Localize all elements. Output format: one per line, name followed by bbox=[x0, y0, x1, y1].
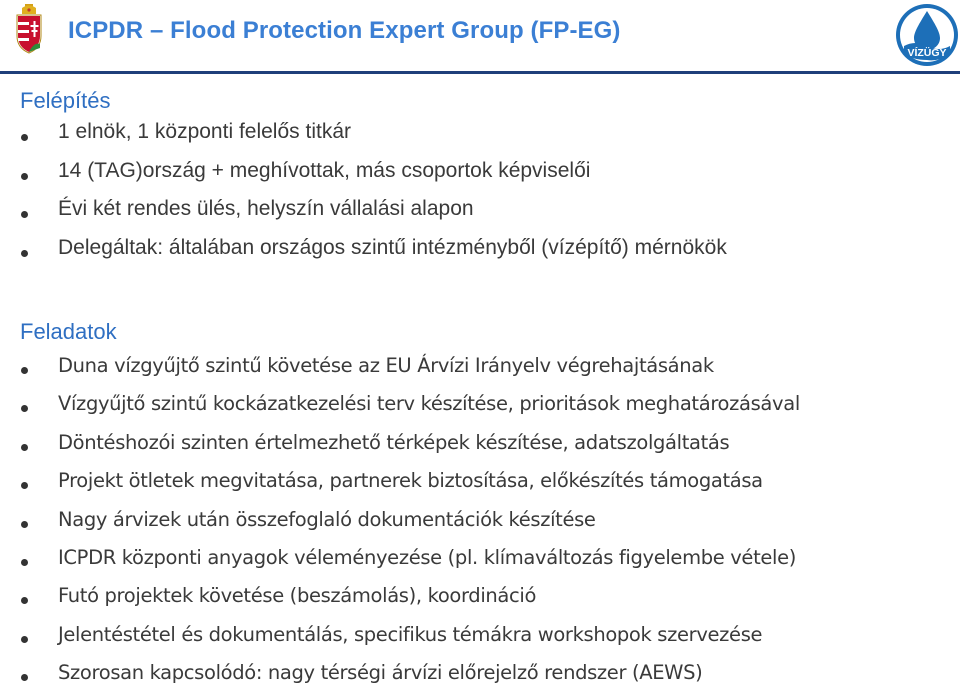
slide-header bbox=[0, 0, 960, 72]
water-drop-logo-icon bbox=[895, 2, 959, 68]
bullet-icon bbox=[21, 211, 28, 218]
page-title: ICPDR – Flood Protection Expert Group (FP-EG) bbox=[68, 17, 621, 44]
bullet-icon bbox=[21, 482, 28, 489]
bullet-icon bbox=[21, 173, 28, 180]
bullet-icon bbox=[21, 521, 28, 528]
bullet-icon bbox=[21, 559, 28, 566]
logo-text: VÍZÜGY bbox=[907, 47, 947, 59]
hungarian-coat-of-arms-icon bbox=[14, 4, 44, 54]
section-heading-felepites: Felépítés bbox=[20, 88, 111, 113]
bullet-icon bbox=[21, 636, 28, 643]
bullet-icon bbox=[21, 597, 28, 604]
header-divider bbox=[0, 71, 960, 74]
bullet-icon bbox=[21, 134, 28, 141]
bullet-icon bbox=[21, 444, 28, 451]
bullet-icon bbox=[21, 405, 28, 412]
bullet-icon bbox=[21, 250, 28, 257]
bullet-icon bbox=[21, 367, 28, 374]
bullet-icon bbox=[21, 674, 28, 681]
section-heading-feladatok: Feladatok bbox=[20, 319, 117, 344]
